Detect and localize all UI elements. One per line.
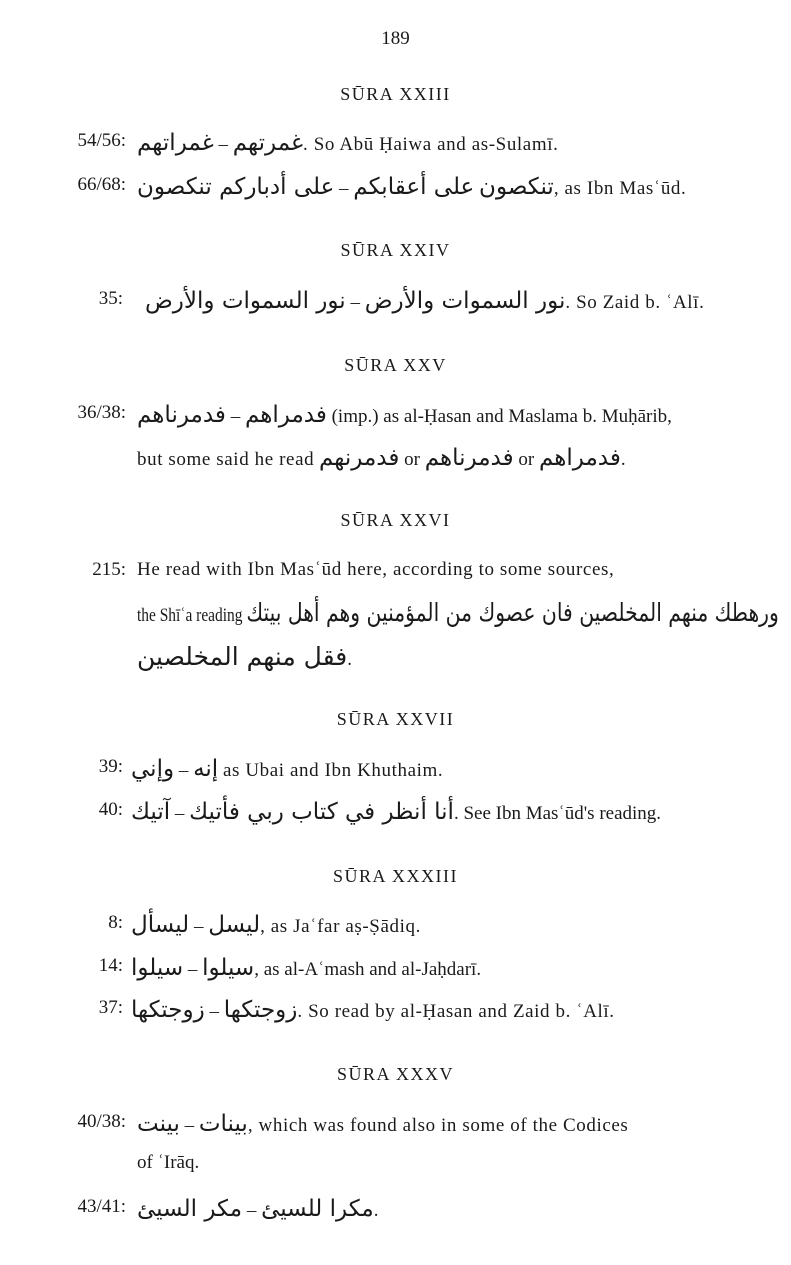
sura-heading: SŪRA XXIV (340, 240, 451, 260)
sura-heading: SŪRA XXIII (340, 84, 451, 104)
sura-heading: SŪRA XXXIII (332, 866, 458, 886)
arabic-reading: إنه (193, 756, 219, 782)
arabic-reading: فدمراهم (244, 402, 327, 428)
arabic-reading: على أعقابكم (353, 174, 475, 200)
verse-number: 39: (98, 756, 123, 777)
entry-text: , which was found also in some of the Codices (247, 1115, 629, 1136)
dash: – (178, 760, 189, 781)
entry-text: . So read by al-Ḥasan and Zaid b. ʿAlī. (297, 1001, 615, 1022)
entry-line (137, 1111, 628, 1137)
verse-number: 8: (108, 912, 123, 933)
entry-line (131, 756, 443, 782)
entry-text: . So Abū Ḥaiwa and as-Sulamī. (303, 134, 559, 155)
dash: – (350, 292, 360, 313)
sura-heading: SŪRA XXVII (336, 709, 455, 729)
arabic-reading: أنا أنظر في كتاب ربي فأتيك (189, 799, 454, 825)
arabic-reading: ليسأل (131, 912, 190, 938)
entry-text: but some said he read (137, 449, 315, 470)
page-number: 189 (381, 28, 410, 49)
dash: – (246, 1200, 257, 1221)
arabic-reading: سيلوا (131, 955, 184, 981)
verse-number: 14: (98, 955, 123, 976)
sura-heading: SŪRA XXVI (340, 510, 451, 530)
entry-text: the Shīʿa reading (137, 605, 243, 626)
dash: – (209, 1001, 219, 1022)
entry-text: . (347, 649, 352, 670)
sura-heading: SŪRA XXXV (336, 1064, 455, 1084)
entry-text: . See Ibn Masʿūd's reading. (453, 803, 662, 824)
arabic-reading: تنكصون (479, 174, 554, 200)
dash: – (184, 1115, 195, 1136)
arabic-reading: فدمرنهم (318, 445, 400, 471)
arabic-reading: غمراتهم (137, 130, 214, 156)
arabic-reading: وإني (131, 756, 175, 782)
arabic-reading: غمرتهم (232, 130, 304, 156)
arabic-reading: سيلوا (202, 955, 255, 981)
entry-line (137, 1196, 378, 1222)
arabic-reading: ليسل (208, 912, 261, 938)
entry-line (131, 955, 481, 981)
arabic-reading: فدمرناهم (424, 445, 514, 471)
dash: – (174, 803, 185, 824)
verse-number: 36/38: (77, 402, 126, 423)
entry-text: , as al-Aʿmash and al-Jaḥdarī. (254, 959, 482, 980)
entry-text: , as Jaʿfar aṣ-Ṣādiq. (260, 916, 421, 937)
arabic-reading: نور السموات والأرض (145, 288, 346, 314)
arabic-reading: مكرا للسيئ (261, 1196, 374, 1222)
arabic-reading: فقل منهم المخلصين (137, 642, 348, 671)
arabic-reading: زوجتكها (131, 997, 205, 1023)
arabic-reading: فدمراهم (538, 445, 621, 471)
entry-line (137, 445, 626, 471)
arabic-reading: بينت (137, 1111, 180, 1137)
dash: – (218, 134, 228, 155)
entry-line (137, 559, 614, 581)
verse-number: 40: (98, 799, 123, 820)
verse-number: 35: (98, 288, 123, 309)
arabic-reading: مكر السيئ (137, 1196, 243, 1222)
entry-text: , as Ibn Masʿūd. (553, 178, 687, 199)
verse-number: 37: (98, 997, 123, 1018)
entry-text: or (518, 449, 535, 470)
entry-line (137, 1152, 199, 1174)
entry-line (131, 997, 615, 1023)
arabic-reading: زوجتكها (223, 997, 298, 1023)
entry-text: as Ubai and Ibn Khuthaim. (222, 760, 444, 781)
verse-number: 66/68: (77, 174, 126, 195)
entry-line (145, 288, 704, 314)
dash: – (193, 916, 204, 937)
verse-number: 40/38: (77, 1111, 126, 1132)
entry-text: of ʿIrāq. (137, 1152, 200, 1173)
verse-number: 54/56: (77, 130, 126, 151)
entry-line (137, 402, 672, 428)
verse-number: 43/41: (77, 1196, 126, 1217)
arabic-reading: آتيك (131, 799, 171, 825)
entry-line (137, 174, 686, 200)
dash: – (230, 406, 241, 427)
entry-line (137, 598, 779, 627)
arabic-reading: فدمرناهم (137, 402, 226, 428)
entry-text: . (373, 1200, 379, 1221)
dash: – (187, 959, 198, 980)
sura-heading: SŪRA XXV (344, 355, 447, 375)
arabic-reading: على أدباركم تنكصون (137, 174, 335, 200)
entry-text: . So Zaid b. ʿAlī. (565, 292, 705, 313)
entry-text: . (620, 449, 626, 470)
entry-line (131, 912, 421, 938)
entry-line (131, 799, 661, 825)
arabic-reading: نور السموات والأرض (364, 288, 566, 314)
entry-text: (imp.) as al-Ḥasan and Maslama b. Muḥārib, (331, 406, 672, 427)
entry-text: He read with Ibn Masʿūd here, according to some sources, (137, 559, 615, 580)
entry-line (137, 642, 352, 671)
arabic-reading: ورهطك منهم المخلصين فان عصوك من المؤمنين وهم أهل بيتك (246, 598, 779, 627)
entry-line (137, 130, 558, 156)
verse-number: 215: (92, 559, 126, 580)
arabic-reading: بينات (198, 1111, 248, 1137)
dash: – (339, 178, 349, 199)
entry-text: or (404, 449, 420, 470)
